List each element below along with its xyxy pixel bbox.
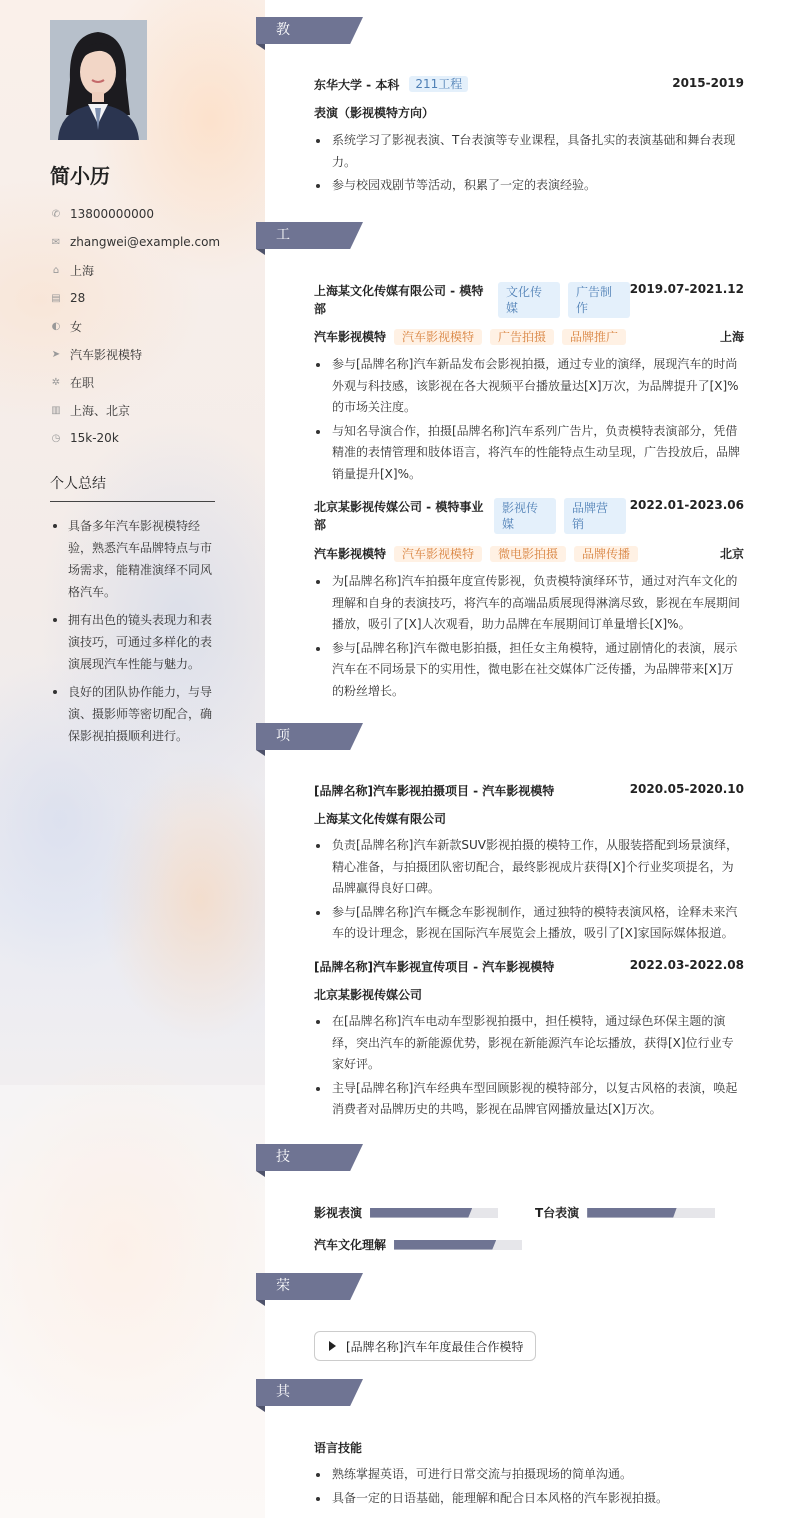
education-header — [314, 76, 744, 94]
role-name: 汽车影视模特 — [314, 547, 387, 561]
location-text: 上海 — [70, 263, 95, 278]
skill-tag: 微电影拍摄 — [490, 546, 566, 562]
position-text: 汽车影视模特 — [70, 347, 143, 362]
send-icon: ➤ — [51, 348, 61, 360]
work-list — [314, 571, 744, 704]
skill-bar-fill — [370, 1208, 472, 1218]
project-header — [314, 958, 744, 976]
status-text: 在职 — [70, 375, 95, 390]
skill-item — [535, 1204, 715, 1221]
avatar — [50, 20, 147, 140]
major-name: 表演（影视模特方向） — [314, 106, 435, 120]
section-title: 项目经历 — [276, 728, 291, 825]
project-list — [314, 1011, 744, 1123]
summary-list — [50, 515, 215, 753]
section-title: 荣誉奖项 — [276, 1278, 291, 1375]
skill-tag: 品牌传播 — [574, 546, 638, 562]
sidebar — [0, 0, 265, 1518]
role-name: 汽车影视模特 — [314, 330, 387, 344]
skill-name: 影视表演 — [314, 1206, 363, 1220]
phone-row — [50, 200, 250, 228]
cities-row — [50, 396, 250, 424]
project-name: [品牌名称]汽车影视宣传项目 - 汽车影视模特 — [314, 960, 555, 974]
phone-text: 13800000000 — [70, 207, 154, 221]
skill-name: T台表演 — [535, 1206, 580, 1220]
home-icon: ⌂ — [52, 264, 60, 276]
work-item: 参与[品牌名称]汽车新品发布会影视拍摄，通过专业的演绎，展现汽车的时尚外观与科技感，该影视在各大视频平台播放量达[X]万次，为品牌提升了[X]%的市场关注度。 — [314, 354, 744, 419]
company-name: 上海某文化传媒有限公司 - 模特 部 — [314, 284, 484, 316]
skill-bar-track — [587, 1208, 715, 1218]
project-item: 主导[品牌名称]汽车经典车型回顾影视的模特部分，以复古风格的表演，唤起消费者对品牌历史的共鸣，影视在品牌官网播放量达[X]万次。 — [314, 1078, 744, 1121]
work-date: 2022.01-2023.06 — [629, 498, 744, 512]
sidebar-fade — [0, 1085, 265, 1518]
other-list — [314, 1464, 744, 1511]
contact-info — [50, 200, 250, 452]
cake-icon: ▤ — [51, 292, 61, 304]
other-item: 熟练掌握英语，可进行日常交流与拍摄现场的简单沟通。 — [314, 1464, 744, 1486]
project-company: 上海某文化传媒有限公司 — [314, 812, 447, 826]
summary-item: 拥有出色的镜头表现力和表演技巧，可通过多样化的表演展现汽车性能与魅力。 — [50, 609, 215, 675]
age-row — [50, 284, 250, 312]
industry-tag: 影视传媒 — [494, 498, 556, 534]
main-content — [265, 0, 794, 1518]
education-item: 系统学习了影视表演、T台表演等专业课程，具备扎实的表演基础和舞台表现力。 — [314, 130, 744, 173]
gear-icon: ✲ — [51, 376, 61, 388]
summary-item: 具备多年汽车影视模特经验，熟悉汽车品牌特点与市场需求，能精准演绎不同风格汽车。 — [50, 515, 215, 603]
skill-item — [314, 1204, 498, 1221]
project-company-row — [314, 810, 744, 828]
cities-text: 上海、北京 — [70, 403, 131, 418]
education-item: 参与校园戏剧节等活动，积累了一定的表演经验。 — [314, 175, 744, 197]
gender-icon: ◐ — [51, 320, 61, 332]
skill-bar-track — [370, 1208, 498, 1218]
skill-bar-track — [394, 1240, 522, 1250]
education-list — [314, 130, 744, 199]
company-name: 北京某影视传媒公司 - 模特事业 部 — [314, 500, 484, 532]
work-role-row — [314, 545, 744, 563]
school-tag: 211工程 — [409, 76, 468, 92]
skill-tag: 广告拍摄 — [490, 329, 554, 345]
industry-tag: 广告制作 — [568, 282, 630, 318]
project-item: 在[品牌名称]汽车电动车型影视拍摄中，担任模特，通过绿色环保主题的演绎，突出汽车的新能源优势，影视在新能源汽车论坛播放，获得[X]位行业专家好评。 — [314, 1011, 744, 1076]
skill-bar-fill — [587, 1208, 677, 1218]
skill-item — [314, 1236, 522, 1253]
email-row — [50, 228, 250, 256]
project-company: 北京某影视传媒公司 — [314, 988, 423, 1002]
project-list — [314, 835, 744, 947]
school-name: 东华大学 - 本科 — [314, 78, 400, 92]
work-city: 上海 — [719, 330, 744, 344]
work-list — [314, 354, 744, 487]
other-title-row — [314, 1439, 744, 1457]
summary-title: 个人总结 — [50, 473, 215, 502]
other-item: 具备一定的日语基础，能理解和配合日本风格的汽车影视拍摄。 — [314, 1488, 744, 1510]
profile-name: 简小历 — [50, 164, 110, 188]
industry-tag: 文化传媒 — [498, 282, 560, 318]
work-item: 为[品牌名称]汽车拍摄年度宣传影视，负责模特演绎环节，通过对汽车文化的理解和自身的表演技巧，将汽车的高端品质展现得淋漓尽致，影视在车展期间播放，吸引了[X]人次观看，助力品牌在车展期间订单量增长[X]%。 — [314, 571, 744, 636]
skill-tag: 汽车影视模特 — [394, 546, 482, 562]
section-title: 技能专长 — [276, 1149, 291, 1246]
avatar-portrait — [50, 20, 147, 140]
skill-tag: 汽车影视模特 — [394, 329, 482, 345]
age-text: 28 — [70, 291, 86, 305]
summary-item: 良好的团队协作能力，与导演、摄影师等密切配合，确保影视拍摄顺利进行。 — [50, 681, 215, 747]
project-item: 参与[品牌名称]汽车概念车影视制作，通过独特的模特表演风格，诠释未来汽车的设计理念，影视在国际汽车展览会上播放，吸引了[X]家国际媒体报道。 — [314, 902, 744, 945]
skill-tag: 品牌推广 — [562, 329, 626, 345]
other-title: 语言技能 — [314, 1441, 363, 1455]
skill-name: 汽车文化理解 — [314, 1238, 387, 1252]
work-role-row — [314, 328, 744, 346]
honor-badge — [314, 1331, 536, 1361]
location-row — [50, 256, 250, 284]
status-row — [50, 368, 250, 396]
section-title: 其他信息 — [276, 1384, 291, 1481]
industry-tag: 品牌营销 — [564, 498, 626, 534]
work-header — [314, 282, 744, 318]
work-item: 与知名导演合作，拍摄[品牌名称]汽车系列广告片，负责模特表演部分，凭借精准的表情管理和肢体语言，将汽车的性能特点生动呈现，广告投放后，品牌销量提升[X]%。 — [314, 421, 744, 486]
salary-text: 15k-20k — [70, 431, 119, 445]
education-date: 2015-2019 — [672, 76, 744, 90]
phone-icon: ✆ — [51, 208, 61, 220]
email-icon: ✉ — [51, 236, 61, 248]
project-company-row — [314, 986, 744, 1004]
play-icon — [329, 1341, 336, 1351]
building-icon: ▥ — [51, 404, 61, 416]
work-header — [314, 498, 744, 534]
position-row — [50, 340, 250, 368]
email-text: zhangwei@example.com — [70, 235, 221, 249]
salary-row — [50, 424, 250, 452]
project-header — [314, 782, 744, 800]
work-city: 北京 — [719, 547, 744, 561]
work-date: 2019.07-2021.12 — [629, 282, 744, 296]
work-item: 参与[品牌名称]汽车微电影拍摄，担任女主角模特，通过剧情化的表演，展示汽车在不同场景下的实用性，微电影在社交媒体广泛传播，为品牌带来[X]万的粉丝增长。 — [314, 638, 744, 703]
project-item: 负责[品牌名称]汽车新款SUV影视拍摄的模特工作，从服装搭配到场景演绎，精心准备，与拍摄团队密切配合，最终影视成片获得[X]个行业奖项提名，为品牌赢得良好口碑。 — [314, 835, 744, 900]
section-title: 工作经历 — [276, 227, 291, 324]
project-date: 2022.03-2022.08 — [629, 958, 744, 972]
gender-row — [50, 312, 250, 340]
clock-icon: ◷ — [51, 432, 61, 444]
education-major-row — [314, 104, 744, 122]
skill-bar-fill — [394, 1240, 496, 1250]
project-name: [品牌名称]汽车影视拍摄项目 - 汽车影视模特 — [314, 784, 555, 798]
honor-text: [品牌名称]汽车年度最佳合作模特 — [346, 1339, 524, 1354]
section-title: 教育经历 — [276, 22, 291, 119]
project-date: 2020.05-2020.10 — [629, 782, 744, 796]
gender-text: 女 — [70, 319, 83, 334]
